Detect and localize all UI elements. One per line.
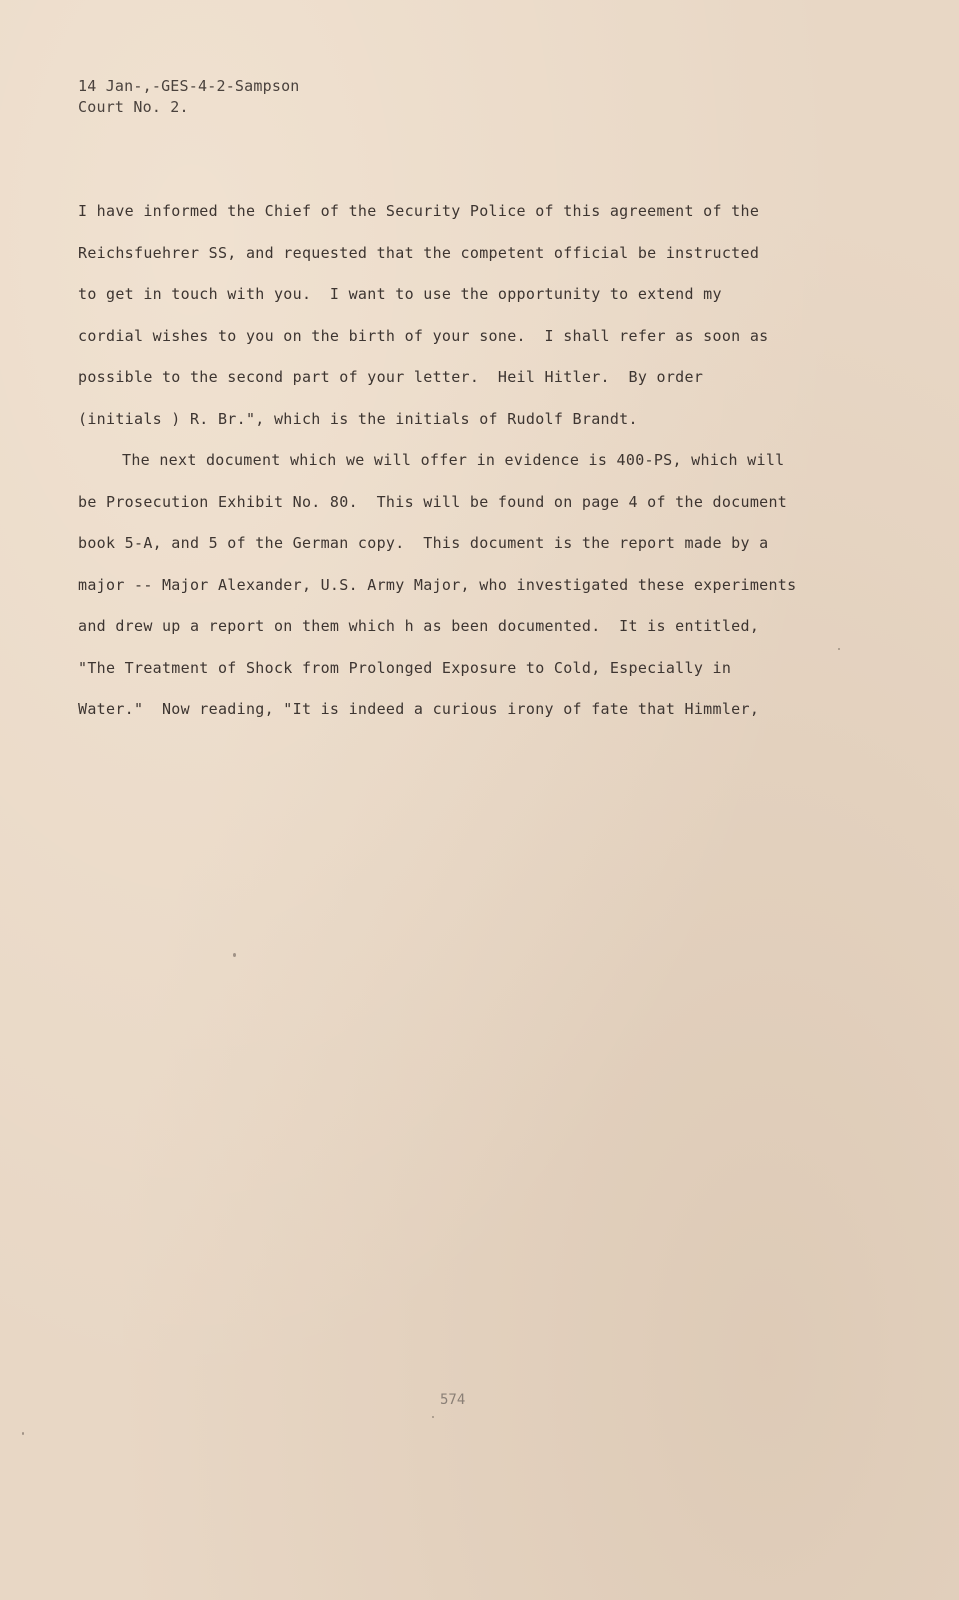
body-line: (initials ) R. Br.", which is the initials of Rudolf Brandt. xyxy=(78,409,638,428)
body-line: Reichsfuehrer SS, and requested that the competent official be instructed xyxy=(78,243,760,262)
paper-speck xyxy=(233,953,236,957)
page-number: 574 xyxy=(440,1392,466,1408)
header-session-line: 14 Jan-,-GES-4-2-Sampson xyxy=(78,77,300,95)
body-line: be Prosecution Exhibit No. 80. This will be found on page 4 of the document xyxy=(78,492,788,511)
header-court-line: Court No. 2. xyxy=(78,98,189,116)
body-line-paragraph-start: The next document which we will offer in evidence is 400-PS, which will xyxy=(122,451,785,469)
transcript-body xyxy=(78,196,878,736)
paper-speck xyxy=(838,648,840,650)
body-line: book 5-A, and 5 of the German copy. This document is the report made by a xyxy=(78,534,769,552)
paper-speck xyxy=(432,1416,434,1418)
document-header xyxy=(78,76,300,118)
body-line: and drew up a report on them which h as been documented. It is entitled, xyxy=(78,617,760,635)
paper-speck xyxy=(22,1432,24,1435)
body-line: to get in touch with you. I want to use the opportunity to extend my xyxy=(78,285,722,303)
body-line: cordial wishes to you on the birth of your sone. I shall refer as soon as xyxy=(78,326,769,345)
body-line: I have informed the Chief of the Security Police of this agreement of the xyxy=(78,202,760,220)
body-line: Water." Now reading, "It is indeed a curious irony of fate that Himmler, xyxy=(78,700,760,718)
body-line: "The Treatment of Shock from Prolonged Exposure to Cold, Especially in xyxy=(78,658,732,677)
body-line: possible to the second part of your letter. Heil Hitler. By order xyxy=(78,368,704,386)
body-line: major -- Major Alexander, U.S. Army Major, who investigated these experiments xyxy=(78,575,797,594)
